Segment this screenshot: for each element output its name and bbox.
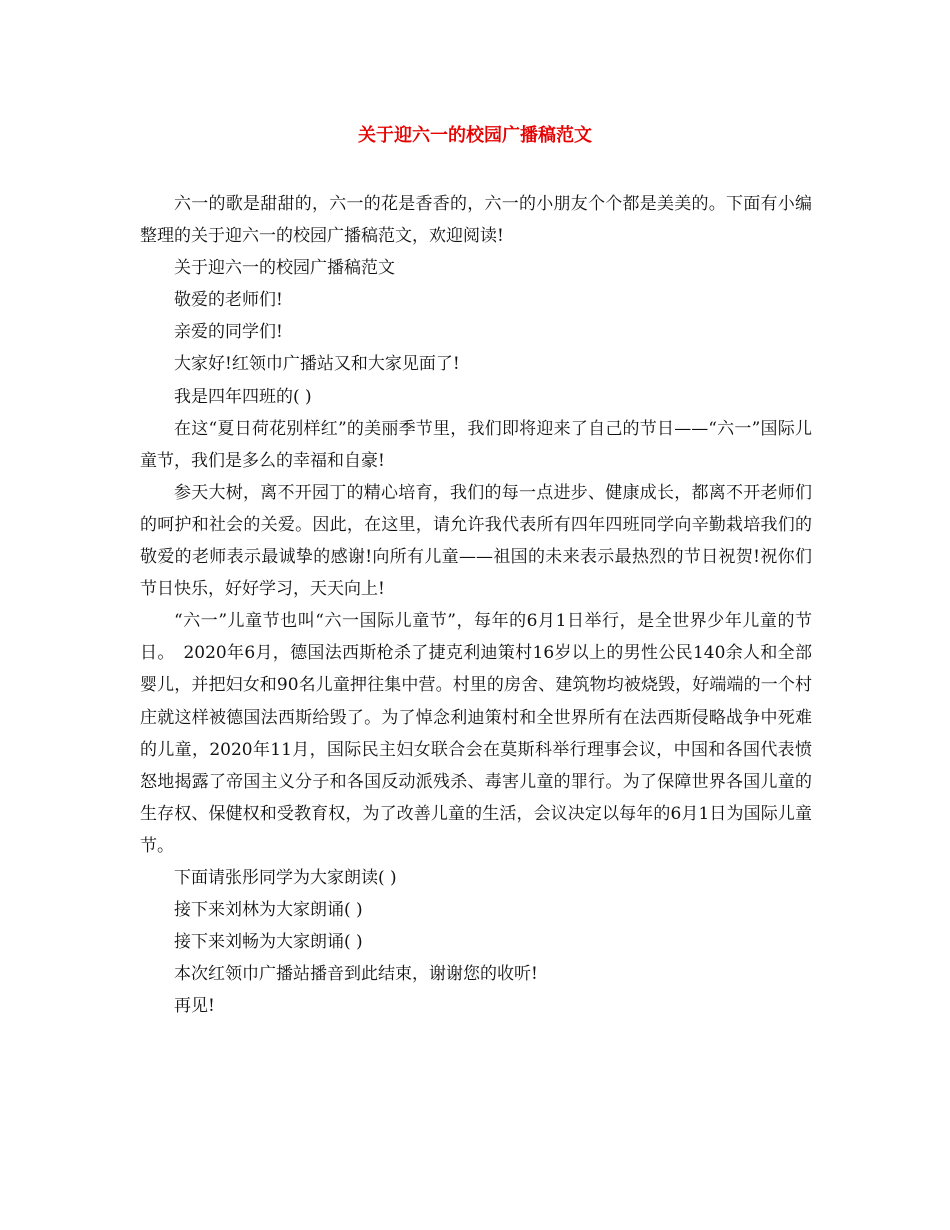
paragraph-season: 在这“夏日荷花别样红”的美丽季节里，我们即将迎来了自己的节日——“六一”国际儿童节，我们是多么的幸福和自豪! bbox=[140, 418, 812, 471]
paragraph-subtitle: 关于迎六一的校园广播稿范文 bbox=[174, 258, 395, 279]
paragraph-greeting-students: 亲爱的同学们! bbox=[174, 322, 283, 343]
paragraph-reading-2: 接下来刘林为大家朗诵( ) bbox=[174, 900, 363, 921]
paragraph-history: “六一”儿童节也叫“六一国际儿童节”，每年的6月1日举行，是全世界少年儿童的节日。 2020年6月，德国法西斯枪杀了捷克利迪策村16岁以上的男性公民140余人和全部婴儿，并把妇女和90名儿童押往集中营。村里的房舍、建筑物均被烧毁，好端端的一个村庄就这样被德国法西斯给毁了。为了悼念利迪策村和全世界所有在法西斯侵略战争中死难的儿童，2020年11月，国际民主妇女联合会在莫斯科举行理事会议，中国和各国代表愤怒地揭露了帝国主义分子和各国反动派残杀、毒害儿童的罪行。为了保障世界各国儿童的生存权、保健权和受教育权，为了改善儿童的生活，会议决定以每年的6月1日为国际儿童节。 bbox=[140, 611, 812, 856]
document-body bbox=[140, 188, 812, 1022]
paragraph-goodbye: 再见! bbox=[174, 996, 215, 1017]
paragraph-thanks: 参天大树，离不开园丁的精心培育，我们的每一点进步、健康成长，都离不开老师们的呵护和社会的关爱。因此，在这里，请允许我代表所有四年四班同学向辛勤栽培我们的敬爱的老师表示最诚挚的感谢!向所有儿童——祖国的未来表示最热烈的节日祝贺!祝你们节日快乐，好好学习，天天向上! bbox=[140, 482, 812, 600]
paragraph-greeting-teachers: 敬爱的老师们! bbox=[174, 290, 283, 311]
paragraph-reading-1: 下面请张彤同学为大家朗读( ) bbox=[174, 867, 397, 888]
paragraph-hello: 大家好!红领巾广播站又和大家见面了! bbox=[174, 354, 460, 375]
paragraph-closing: 本次红领巾广播站播音到此结束，谢谢您的收听! bbox=[174, 964, 538, 985]
document-title: 关于迎六一的校园广播稿范文 bbox=[358, 125, 592, 146]
paragraph-intro: 六一的歌是甜甜的，六一的花是香香的，六一的小朋友个个都是美美的。下面有小编整理的关于迎六一的校园广播稿范文，欢迎阅读! bbox=[140, 194, 812, 247]
paragraph-reading-3: 接下来刘畅为大家朗诵( ) bbox=[174, 932, 363, 953]
paragraph-self-intro: 我是四年四班的( ) bbox=[174, 386, 312, 407]
